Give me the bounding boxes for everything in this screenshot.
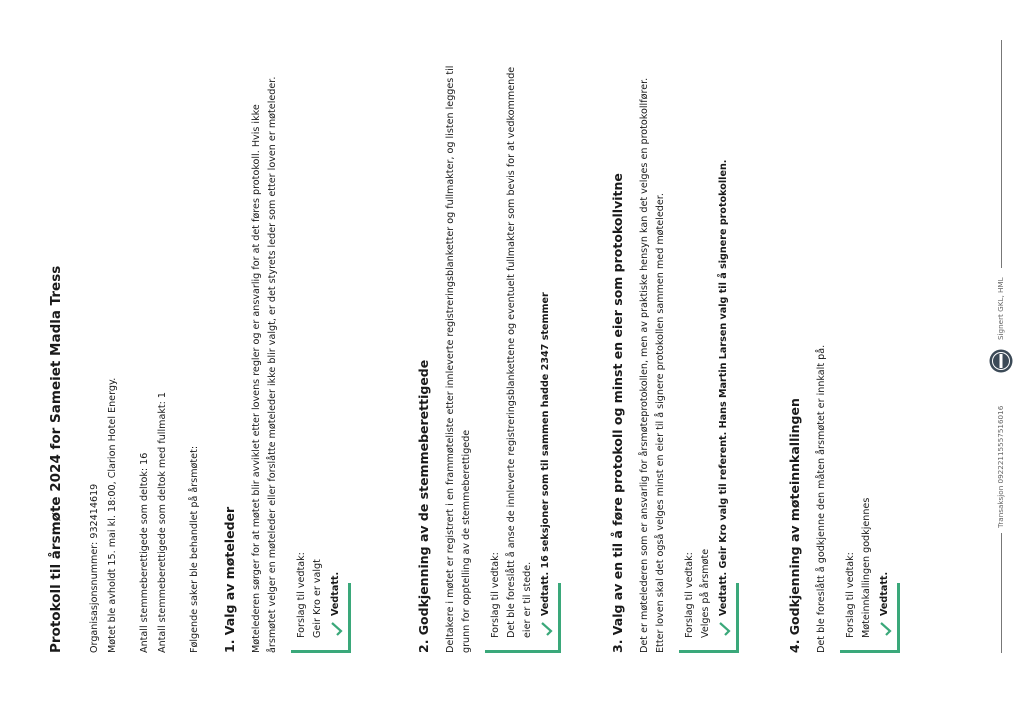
section-heading: 1. Valg av møteleder bbox=[222, 506, 237, 653]
proposal-box bbox=[291, 63, 351, 653]
section-body: Det er møtelederen som er ansvarlig for årsmøteprotokollen, men av praktiske hensyn kan det velges en protokollfører. Etter loven skal det også velges minst en eier til å signere protokollen sammen med møteleder. bbox=[639, 77, 666, 653]
proposal-box bbox=[485, 63, 561, 653]
signature-seal-icon bbox=[988, 348, 1014, 374]
section-4 bbox=[787, 63, 900, 653]
meeting-held: Møtet ble avholdt 15. mai kl. 18:00, Clarion Hotel Energy. bbox=[107, 377, 118, 653]
resolution bbox=[716, 63, 732, 638]
proposal-text: Møteinnkallingen godkjennes bbox=[861, 497, 872, 638]
voters-proxy: Antall stemmeberettigede som deltok med fullmakt: 1 bbox=[157, 391, 168, 653]
proposal-underline bbox=[558, 583, 561, 653]
checkmark-icon bbox=[540, 622, 554, 636]
resolution-text: Vedtatt. 16 seksjoner som til sammen hadde 2347 stemmer bbox=[540, 292, 551, 616]
proposal-text: Velges på årsmøte bbox=[700, 548, 711, 638]
resolution-text: Vedtatt. bbox=[879, 571, 890, 616]
proposal-underline bbox=[736, 583, 739, 653]
footer-rule-right bbox=[1001, 40, 1002, 268]
items-intro: Følgende saker ble behandlet på årsmøtet: bbox=[189, 445, 200, 653]
page-title: Protokoll til årsmøte 2024 for Sameiet Madla Tress bbox=[48, 265, 64, 653]
proposal-label: Forslag til vedtak: bbox=[684, 552, 695, 638]
section-1 bbox=[222, 63, 351, 653]
footer-rule-left bbox=[1001, 533, 1002, 653]
proposal-underline bbox=[348, 583, 351, 653]
proposal-label: Forslag til vedtak: bbox=[490, 552, 501, 638]
resolution-text: Vedtatt. Geir Kro valg til referent. Hans Martin Larsen valg til å signere protokollen. bbox=[718, 159, 729, 616]
section-heading: 4. Godkjenning av møteinnkallingen bbox=[787, 398, 802, 653]
section-3 bbox=[610, 63, 739, 653]
resolution-text: Vedtatt. bbox=[330, 571, 341, 616]
section-2 bbox=[416, 63, 561, 653]
proposal-text: Det ble foreslått å anse de innleverte registreringsblankettene og eventuelt fullmakter som bevis for at vedkommende eier er til stede. bbox=[506, 66, 533, 638]
section-body: Møtelederen sørger for at møtet blir avviklet etter lovens regler og er ansvarlig for at det føres protokoll. Hvis ikke årsmøtet velger en møteleder eller forslåtte møteleder ikke blir valgt, er det styrets leder som etter loven er møteleder. bbox=[251, 76, 278, 653]
transaction-id: Transaksjon 09222115557516016 bbox=[996, 405, 1005, 528]
checkmark-icon bbox=[330, 622, 344, 636]
resolution bbox=[328, 63, 344, 638]
org-number: Organisasjonsnummer: 932414619 bbox=[89, 483, 100, 653]
section-body: Deltakere i møtet er registrert i en frammøteliste etter innleverte registreringsblanketter og fullmakter, og listen legges til grunn for opptelling av de stemmeberettigede bbox=[445, 65, 472, 653]
proposal-label: Forslag til vedtak: bbox=[296, 552, 307, 638]
resolution bbox=[877, 63, 893, 638]
voters-present: Antall stemmeberettigede som deltok: 16 bbox=[139, 452, 150, 653]
proposal-box bbox=[679, 63, 739, 653]
signed-by: Signert GKL, HML bbox=[996, 277, 1005, 340]
resolution bbox=[538, 63, 554, 638]
checkmark-icon bbox=[718, 622, 732, 636]
section-heading: 3. Valg av en til å føre protokoll og minst en eier som protokollvitne bbox=[610, 173, 625, 653]
meta-block bbox=[86, 63, 204, 653]
proposal-text: Geir Kro er valgt bbox=[312, 559, 323, 638]
checkmark-icon bbox=[879, 622, 893, 636]
section-body: Det ble foreslått å godkjenne den måten årsmøtet er innkalt på. bbox=[816, 344, 827, 653]
section-heading: 2. Godkjenning av de stemmeberettigede bbox=[416, 359, 431, 653]
proposal-label: Forslag til vedtak: bbox=[845, 552, 856, 638]
proposal-underline bbox=[897, 583, 900, 653]
proposal-box bbox=[840, 63, 900, 653]
